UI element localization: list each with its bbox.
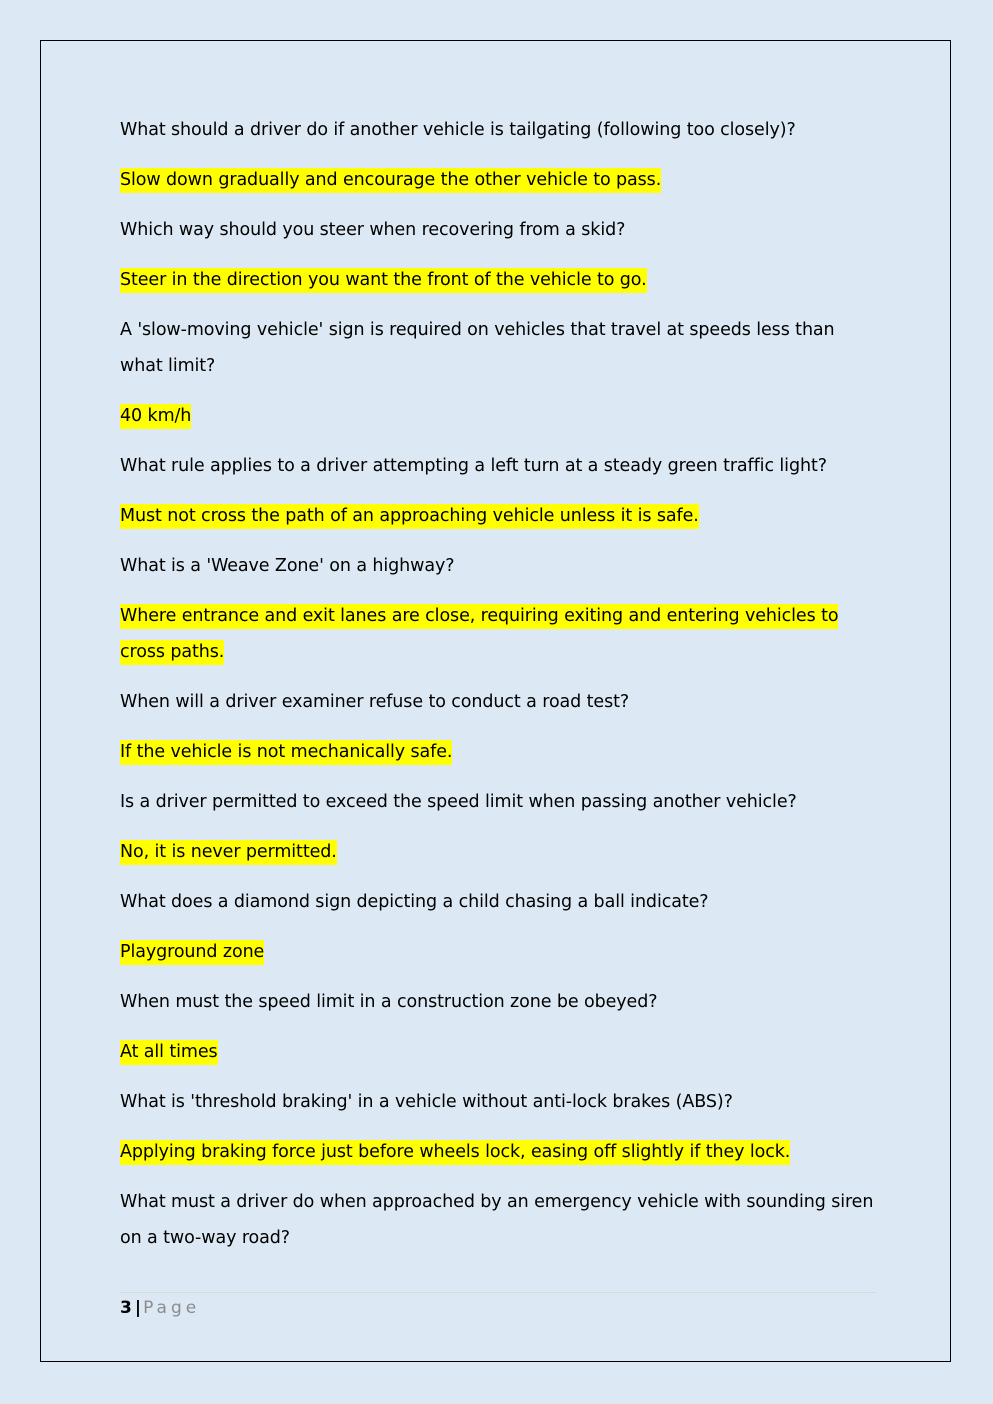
answer-highlight: Applying braking force just before wheels lock, easing off slightly if they lock. [120, 1140, 790, 1165]
answer-highlight: No, it is never permitted. [120, 840, 337, 865]
answer-text [120, 834, 876, 870]
question-text: A 'slow-moving vehicle' sign is required on vehicles that travel at speeds less than what limit? [120, 320, 835, 376]
answer-highlight: 40 km/h [120, 404, 191, 429]
answer-highlight: Must not cross the path of an approaching vehicle unless it is safe. [120, 504, 699, 529]
page-label: Page [143, 1298, 201, 1318]
answer-text [120, 262, 876, 298]
footer-divider [120, 1292, 876, 1293]
question-text: When must the speed limit in a construction zone be obeyed? [120, 992, 658, 1012]
question-text: When will a driver examiner refuse to conduct a road test? [120, 692, 630, 712]
question-text: Which way should you steer when recovering from a skid? [120, 220, 626, 240]
question-text: What is a 'Weave Zone' on a highway? [120, 556, 455, 576]
question-text: What must a driver do when approached by an emergency vehicle with sounding siren on a two-way road? [120, 1192, 874, 1248]
page-separator: | [134, 1298, 142, 1318]
question-text: What is 'threshold braking' in a vehicle without anti-lock brakes (ABS)? [120, 1092, 733, 1112]
page-footer [120, 1296, 200, 1320]
page-number: 3 [120, 1298, 132, 1318]
answer-text [120, 398, 876, 434]
answer-text [120, 1134, 876, 1170]
answer-highlight: Steer in the direction you want the front of the vehicle to go. [120, 268, 647, 293]
answer-text [120, 162, 876, 198]
answer-text [120, 598, 876, 670]
answer-highlight: Where entrance and exit lanes are close, requiring exiting and entering vehicles to cross paths. [120, 604, 838, 665]
answer-highlight: Slow down gradually and encourage the other vehicle to pass. [120, 168, 661, 193]
question-text: What should a driver do if another vehicle is tailgating (following too closely)? [120, 120, 796, 140]
answer-text [120, 498, 876, 534]
answer-highlight: At all times [120, 1040, 218, 1065]
question-text: What rule applies to a driver attempting a left turn at a steady green traffic light? [120, 456, 827, 476]
answer-text [120, 934, 876, 970]
document-body [120, 112, 876, 1270]
answer-text [120, 734, 876, 770]
question-text: Is a driver permitted to exceed the speed limit when passing another vehicle? [120, 792, 797, 812]
answer-highlight: If the vehicle is not mechanically safe. [120, 740, 452, 765]
question-text: What does a diamond sign depicting a child chasing a ball indicate? [120, 892, 709, 912]
answer-highlight: Playground zone [120, 940, 264, 965]
answer-text [120, 1034, 876, 1070]
